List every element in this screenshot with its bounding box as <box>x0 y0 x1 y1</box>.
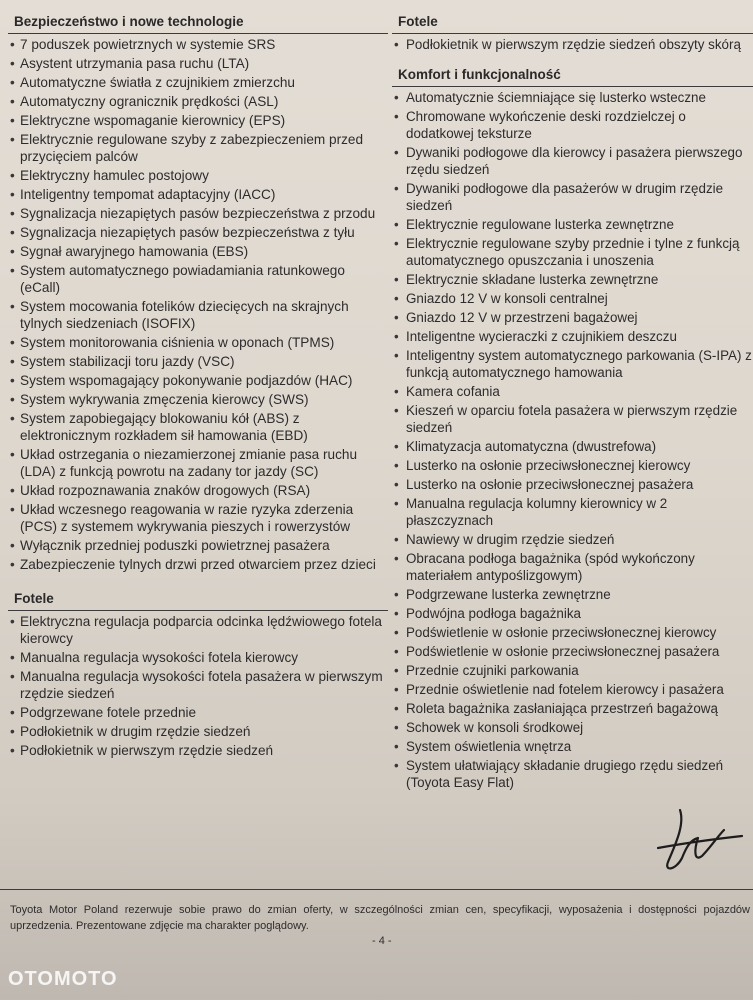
list-item: • System oświetlenia wnętrza <box>392 738 753 755</box>
list-item: • Kamera cofania <box>392 383 753 400</box>
list-item: • System automatycznego powiadamiania ratunkowego (eCall) <box>8 262 388 296</box>
list-item: • Sygnał awaryjnego hamowania (EBS) <box>8 243 388 260</box>
feature-list <box>392 36 753 53</box>
list-item: • Automatycznie ściemniające się lusterko wsteczne <box>392 89 753 106</box>
feature-list <box>8 36 388 573</box>
list-item: • Elektrycznie składane lusterka zewnętrzne <box>392 271 753 288</box>
list-item: • Podwójna podłoga bagażnika <box>392 605 753 622</box>
list-item: • Podłokietnik w drugim rzędzie siedzeń <box>8 723 388 740</box>
right-column <box>392 10 753 793</box>
list-item: • System ułatwiający składanie drugiego rzędu siedzeń (Toyota Easy Flat) <box>392 757 753 791</box>
list-item: • System stabilizacji toru jazdy (VSC) <box>8 353 388 370</box>
list-item: • System mocowania fotelików dziecięcych na skrajnych tylnych siedzeniach (ISOFIX) <box>8 298 388 332</box>
list-item: • 7 poduszek powietrznych w systemie SRS <box>8 36 388 53</box>
list-item: • Zabezpieczenie tylnych drzwi przed otwarciem przez dzieci <box>8 556 388 573</box>
list-item: • Układ ostrzegania o niezamierzonej zmianie pasa ruchu (LDA) z funkcją powrotu na zadany tor jazdy (SC) <box>8 446 388 480</box>
list-item: • Podłokietnik w pierwszym rzędzie siedzeń obszyty skórą <box>392 36 753 53</box>
list-item: • Gniazdo 12 V w przestrzeni bagażowej <box>392 309 753 326</box>
feature-list <box>392 89 753 791</box>
list-item: • Lusterko na osłonie przeciwsłonecznej pasażera <box>392 476 753 493</box>
list-item: • Roleta bagażnika zasłaniająca przestrzeń bagażową <box>392 700 753 717</box>
section-title: Komfort i funkcjonalność <box>392 63 753 87</box>
section-title: Fotele <box>392 10 753 34</box>
list-item: • Dywaniki podłogowe dla kierowcy i pasażera pierwszego rzędu siedzeń <box>392 144 753 178</box>
list-item: • Obracana podłoga bagażnika (spód wykończony materiałem antypoślizgowym) <box>392 550 753 584</box>
list-item: • Kieszeń w oparciu fotela pasażera w pierwszym rzędzie siedzeń <box>392 402 753 436</box>
list-item: • Podgrzewane lusterka zewnętrzne <box>392 586 753 603</box>
footer-divider <box>0 889 753 890</box>
list-item: • Sygnalizacja niezapiętych pasów bezpieczeństwa z przodu <box>8 205 388 222</box>
list-item: • Inteligentny system automatycznego parkowania (S-IPA) z funkcją automatycznego hamowania <box>392 347 753 381</box>
list-item: • Chromowane wykończenie deski rozdzielczej o dodatkowej teksturze <box>392 108 753 142</box>
section-safety <box>8 10 388 573</box>
section-seats <box>8 587 388 759</box>
list-item: • Podświetlenie w osłonie przeciwsłonecznej kierowcy <box>392 624 753 641</box>
section-seats-continued <box>392 10 753 53</box>
left-column <box>8 10 388 761</box>
list-item: • Manualna regulacja wysokości fotela kierowcy <box>8 649 388 666</box>
list-item: • Elektrycznie regulowane lusterka zewnętrzne <box>392 216 753 233</box>
list-item: • Elektryczny hamulec postojowy <box>8 167 388 184</box>
list-item: • Elektryczna regulacja podparcia odcinka lędźwiowego fotela kierowcy <box>8 613 388 647</box>
list-item: • Gniazdo 12 V w konsoli centralnej <box>392 290 753 307</box>
page-number: - 4 - <box>372 935 392 947</box>
list-item: • System monitorowania ciśnienia w oponach (TPMS) <box>8 334 388 351</box>
list-item: • Automatyczne światła z czujnikiem zmierzchu <box>8 74 388 91</box>
list-item: • Inteligentne wycieraczki z czujnikiem deszczu <box>392 328 753 345</box>
list-item: • Przednie oświetlenie nad fotelem kierowcy i pasażera <box>392 681 753 698</box>
list-item: • Elektrycznie regulowane szyby przednie i tylne z funkcją automatycznego opuszczania i unoszenia <box>392 235 753 269</box>
list-item: • System wykrywania zmęczenia kierowcy (SWS) <box>8 391 388 408</box>
list-item: • System zapobiegający blokowaniu kół (ABS) z elektronicznym rozkładem sił hamowania (EBD) <box>8 410 388 444</box>
list-item: • Podświetlenie w osłonie przeciwsłonecznej pasażera <box>392 643 753 660</box>
section-comfort <box>392 63 753 791</box>
handwritten-signature-icon <box>650 800 750 880</box>
list-item: • Manualna regulacja wysokości fotela pasażera w pierwszym rzędzie siedzeń <box>8 668 388 702</box>
list-item: • Układ rozpoznawania znaków drogowych (RSA) <box>8 482 388 499</box>
list-item: • Podgrzewane fotele przednie <box>8 704 388 721</box>
list-item: • Elektryczne wspomaganie kierownicy (EPS) <box>8 112 388 129</box>
list-item: • Klimatyzacja automatyczna (dwustrefowa) <box>392 438 753 455</box>
list-item: • Układ wczesnego reagowania w razie ryzyka zderzenia (PCS) z systemem wykrywania pieszych i rowerzystów <box>8 501 388 535</box>
list-item: • Automatyczny ogranicznik prędkości (ASL) <box>8 93 388 110</box>
section-title: Bezpieczeństwo i nowe technologie <box>8 10 388 34</box>
list-item: • Schowek w konsoli środkowej <box>392 719 753 736</box>
list-item: • Dywaniki podłogowe dla pasażerów w drugim rzędzie siedzeń <box>392 180 753 214</box>
feature-list <box>8 613 388 759</box>
list-item: • Manualna regulacja kolumny kierownicy w 2 płaszczyznach <box>392 495 753 529</box>
footer-disclaimer: Toyota Motor Poland rezerwuje sobie prawo do zmian oferty, w szczególności zmian cen, specyfikacji, wyposażenia i dostępności pojazdów uprzedzenia. Prezentowane zdjęcie ma charakter poglądowy. <box>10 904 750 932</box>
watermark-logo: OTOMOTO <box>8 968 118 990</box>
list-item: • Przednie czujniki parkowania <box>392 662 753 679</box>
list-item: • Podłokietnik w pierwszym rzędzie siedzeń <box>8 742 388 759</box>
list-item: • System wspomagający pokonywanie podjazdów (HAC) <box>8 372 388 389</box>
list-item: • Wyłącznik przedniej poduszki powietrznej pasażera <box>8 537 388 554</box>
list-item: • Elektrycznie regulowane szyby z zabezpieczeniem przed przycięciem palców <box>8 131 388 165</box>
list-item: • Inteligentny tempomat adaptacyjny (IACC) <box>8 186 388 203</box>
list-item: • Nawiewy w drugim rzędzie siedzeń <box>392 531 753 548</box>
section-title: Fotele <box>8 587 388 611</box>
list-item: • Sygnalizacja niezapiętych pasów bezpieczeństwa z tyłu <box>8 224 388 241</box>
list-item: • Asystent utrzymania pasa ruchu (LTA) <box>8 55 388 72</box>
list-item: • Lusterko na osłonie przeciwsłonecznej kierowcy <box>392 457 753 474</box>
